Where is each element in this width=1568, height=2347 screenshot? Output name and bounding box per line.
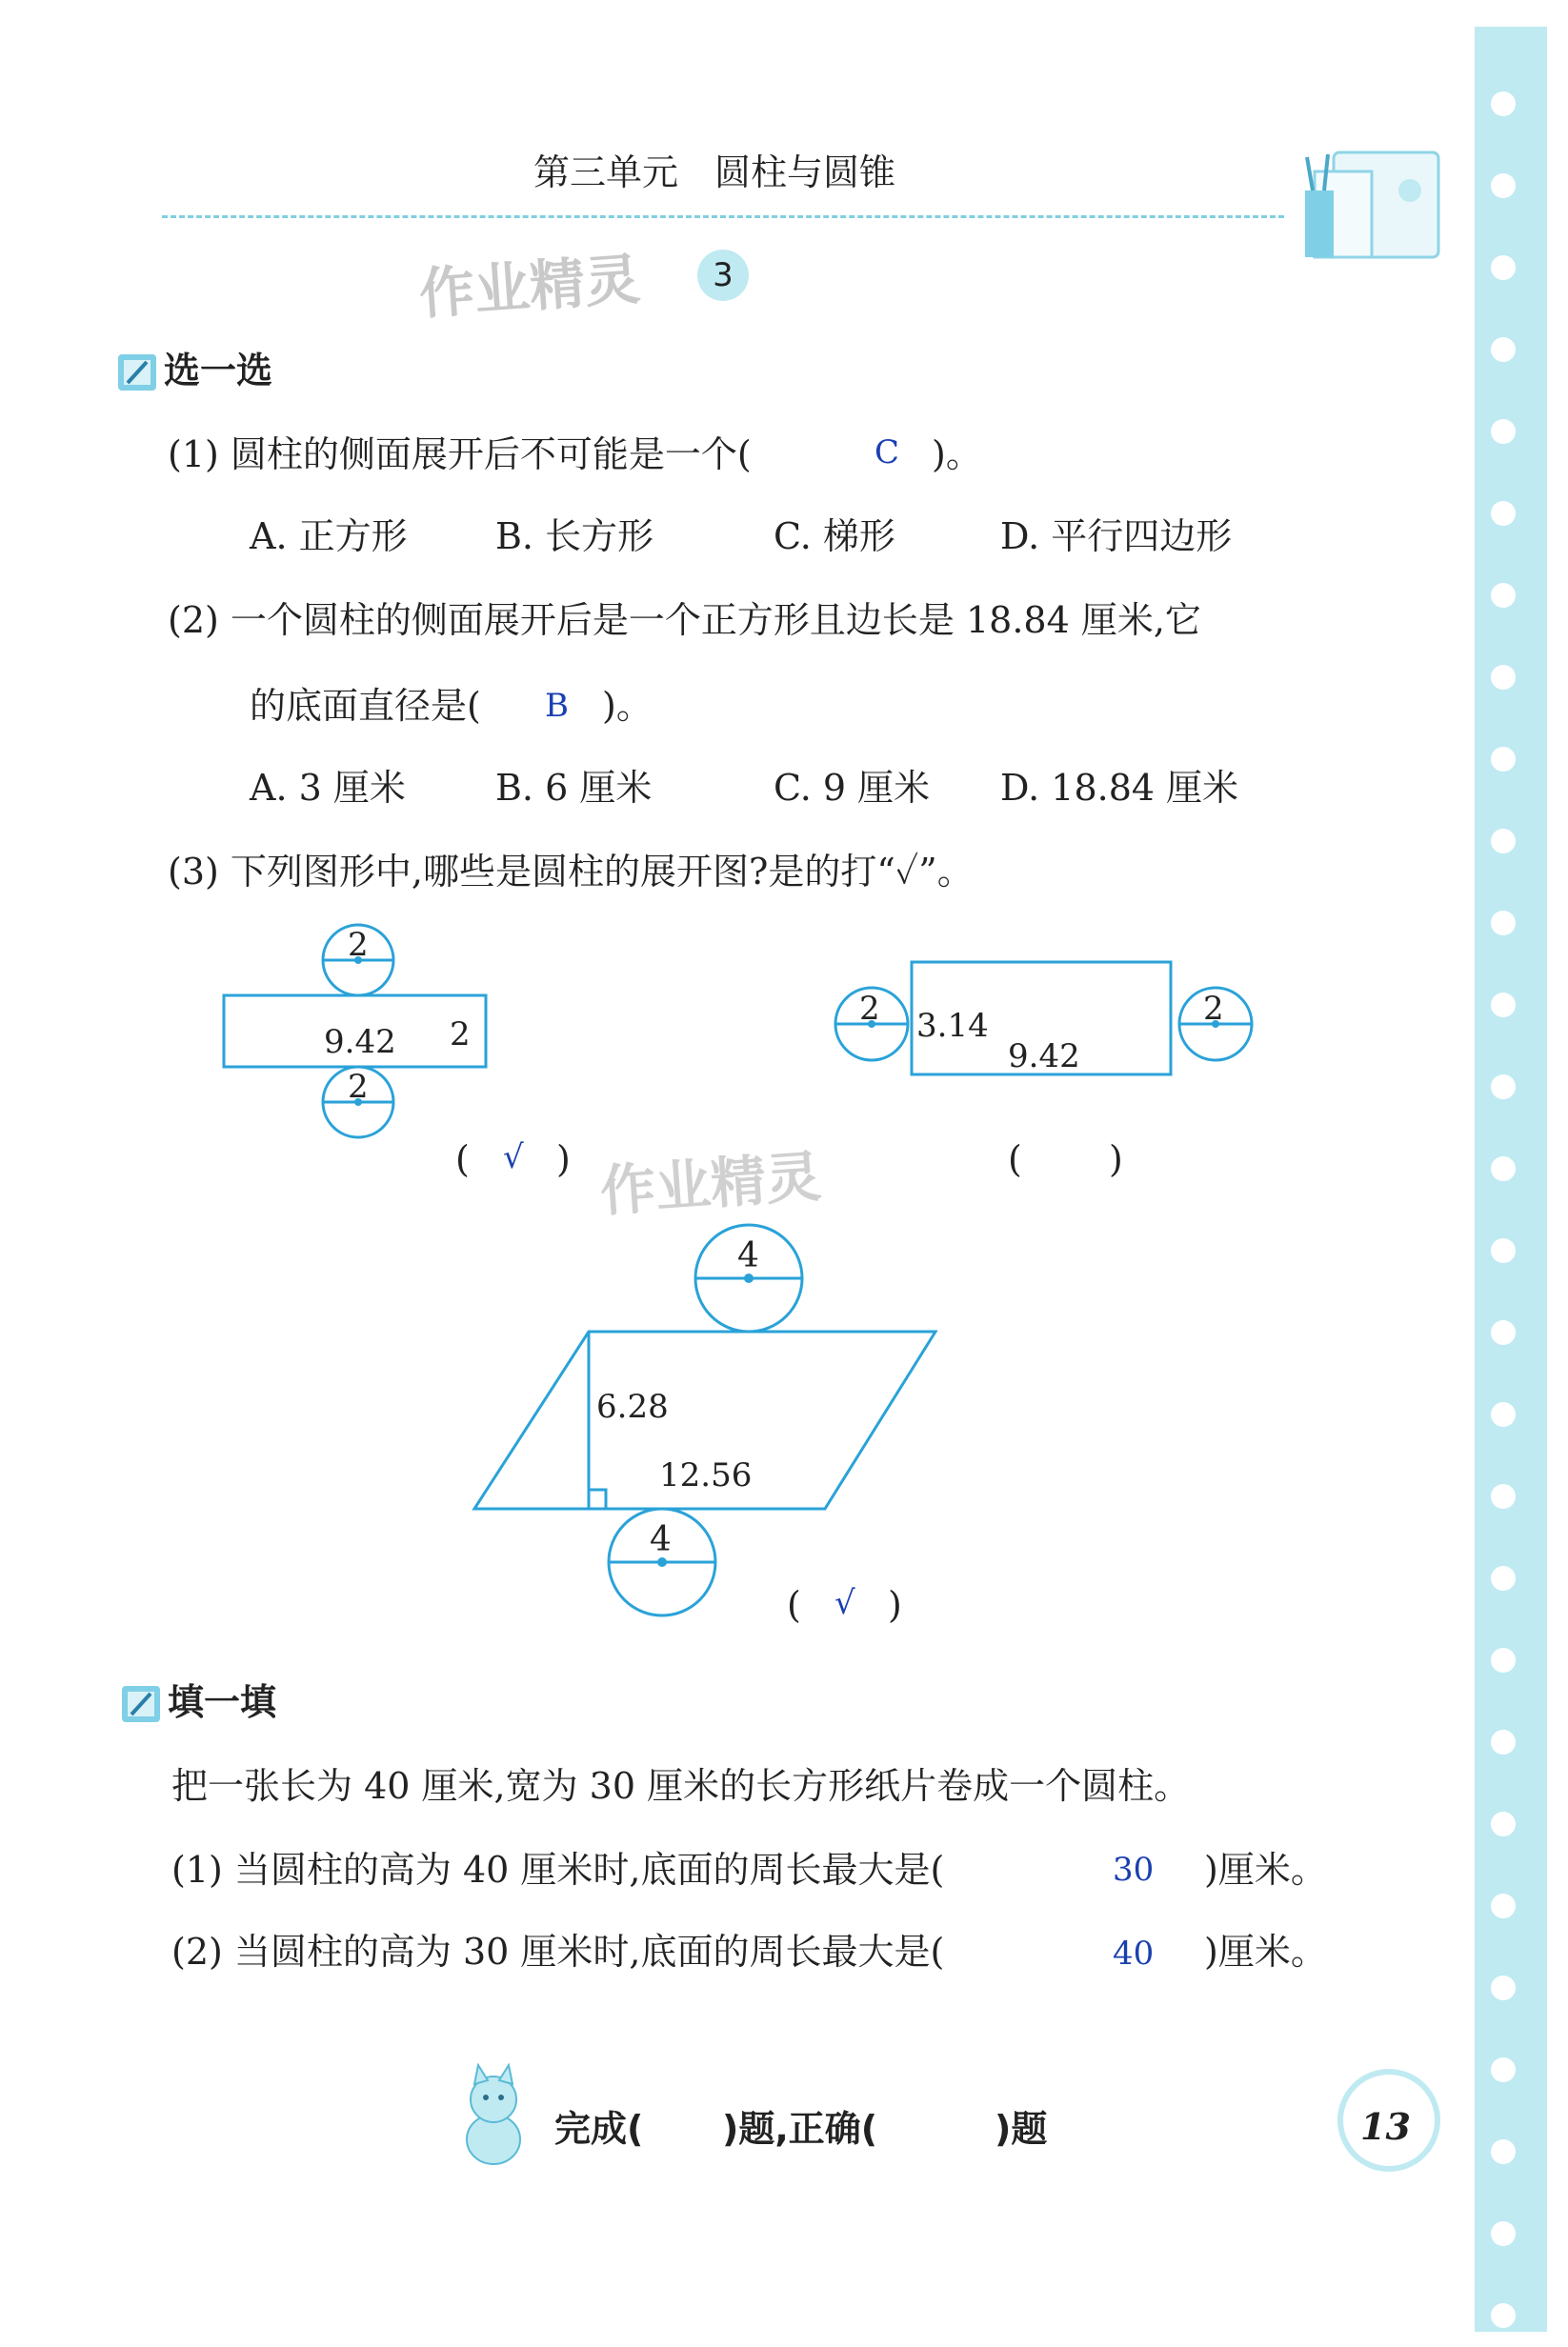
fig3-height-label: 6.28 [596, 1388, 669, 1426]
q1-answer: C [874, 433, 900, 471]
strip-hole [1491, 1484, 1516, 1509]
fig1-rect-width: 2 [450, 1015, 471, 1053]
strip-hole [1491, 173, 1516, 198]
fill-q1-text-end: )厘米。 [1204, 1849, 1327, 1891]
q2-option-d: D. 18.84 厘米 [1000, 767, 1239, 809]
fig3-top-circle-label: 4 [737, 1236, 759, 1275]
figure1-cylinder-net [210, 910, 514, 1157]
fill-q1-text: (1) 当圆柱的高为 40 厘米时,底面的周长最大是( [171, 1849, 945, 1891]
fig2-rect-length: 9.42 [1008, 1037, 1080, 1075]
strip-hole [1491, 1402, 1516, 1427]
q1-text: (1) 圆柱的侧面展开后不可能是一个( [168, 433, 752, 475]
fig2-left-circle-label: 2 [859, 990, 880, 1028]
fig3-base-label: 12.56 [659, 1456, 753, 1494]
strip-hole [1491, 2057, 1516, 2082]
q2-option-a: A. 3 厘米 [250, 767, 406, 809]
pencil-note-icon-2 [118, 1680, 166, 1728]
fill-q2-text-end: )厘米。 [1204, 1931, 1327, 1973]
strip-hole [1491, 1976, 1516, 2000]
section-title-fill: 填一填 [168, 1681, 277, 1723]
strip-hole [1491, 1730, 1516, 1755]
fig1-top-circle-label: 2 [348, 926, 369, 964]
fig3-answer-bracket-close: ) [888, 1584, 902, 1626]
fig2-answer-bracket-close: ) [1109, 1138, 1123, 1180]
fill-intro: 把一张长为 40 厘米,宽为 30 厘米的长方形纸片卷成一个圆柱。 [171, 1765, 1191, 1807]
fig1-bottom-circle-label: 2 [348, 1068, 369, 1106]
fig3-mark: √ [834, 1584, 855, 1622]
strip-hole [1491, 91, 1516, 116]
lesson-number-badge: 3 [697, 250, 749, 301]
fig1-rect-length: 9.42 [324, 1023, 396, 1061]
strip-hole [1491, 665, 1516, 690]
q2-option-b: B. 6 厘米 [495, 767, 653, 809]
books-illustration-icon [1296, 133, 1467, 267]
cat-mascot-icon [446, 2063, 541, 2168]
strip-hole [1491, 993, 1516, 1017]
q2-option-c: C. 9 厘米 [774, 767, 931, 809]
watermark-2: 作业精灵 [597, 1143, 824, 1225]
q2-line2: 的底面直径是( [250, 685, 481, 727]
fill-q2-text: (2) 当圆柱的高为 30 厘米时,底面的周长最大是( [171, 1931, 945, 1973]
strip-hole [1491, 2221, 1516, 2246]
fig3-bottom-circle-label: 4 [650, 1520, 672, 1559]
q1-option-c: C. 梯形 [774, 515, 895, 557]
q1-text-end: )。 [932, 433, 982, 475]
fig2-right-circle-label: 2 [1203, 990, 1224, 1028]
strip-hole [1491, 911, 1516, 935]
strip-hole [1491, 337, 1516, 362]
strip-hole [1491, 1648, 1516, 1673]
fig2-rect-side: 3.14 [916, 1007, 989, 1045]
fig1-answer-bracket-open: ( [455, 1138, 470, 1180]
watermark: 作业精灵 [416, 246, 643, 328]
strip-hole [1491, 583, 1516, 608]
strip-hole [1491, 255, 1516, 280]
fill-q2-answer: 40 [1113, 1935, 1155, 1973]
footer-question-label: )题 [995, 2108, 1048, 2150]
fig2-answer-bracket-open: ( [1008, 1138, 1022, 1180]
footer-correct-label: )题,正确( [722, 2108, 878, 2150]
figure2-cylinder-net [829, 953, 1257, 1095]
strip-hole [1491, 1320, 1516, 1345]
strip-hole [1491, 829, 1516, 853]
header-divider [162, 215, 1284, 218]
strip-hole [1491, 1238, 1516, 1263]
q1-option-a: A. 正方形 [250, 515, 408, 557]
unit-title: 第三单元 圆柱与圆锥 [533, 151, 896, 193]
pencil-note-icon [114, 349, 162, 396]
strip-hole [1491, 1156, 1516, 1181]
strip-hole [1491, 1812, 1516, 1836]
section-title-choose: 选一选 [164, 350, 273, 391]
fig1-mark: √ [503, 1138, 524, 1176]
q3-text: (3) 下列图形中,哪些是圆柱的展开图?是的打“✓”。 [168, 851, 974, 893]
q1-option-d: D. 平行四边形 [1000, 515, 1233, 557]
strip-hole [1491, 747, 1516, 772]
strip-hole [1491, 419, 1516, 444]
strip-hole [1491, 1894, 1516, 1918]
figure3-cylinder-net [467, 1219, 943, 1629]
strip-hole [1491, 501, 1516, 526]
q1-option-b: B. 长方形 [495, 515, 654, 557]
strip-hole [1491, 1566, 1516, 1591]
strip-hole [1491, 2139, 1516, 2164]
footer-done-label: 完成( [554, 2108, 644, 2150]
q2-line2-end: )。 [602, 685, 653, 727]
strip-hole [1491, 1074, 1516, 1099]
strip-hole [1491, 2303, 1516, 2328]
page-number: 13 [1360, 2105, 1411, 2148]
fill-q1-answer: 30 [1113, 1851, 1155, 1889]
q2-answer: B [545, 687, 569, 725]
q2-line1: (2) 一个圆柱的侧面展开后是一个正方形且边长是 18.84 厘米,它 [168, 599, 1201, 641]
fig3-answer-bracket-open: ( [787, 1584, 801, 1626]
fig1-answer-bracket-close: ) [556, 1138, 571, 1180]
